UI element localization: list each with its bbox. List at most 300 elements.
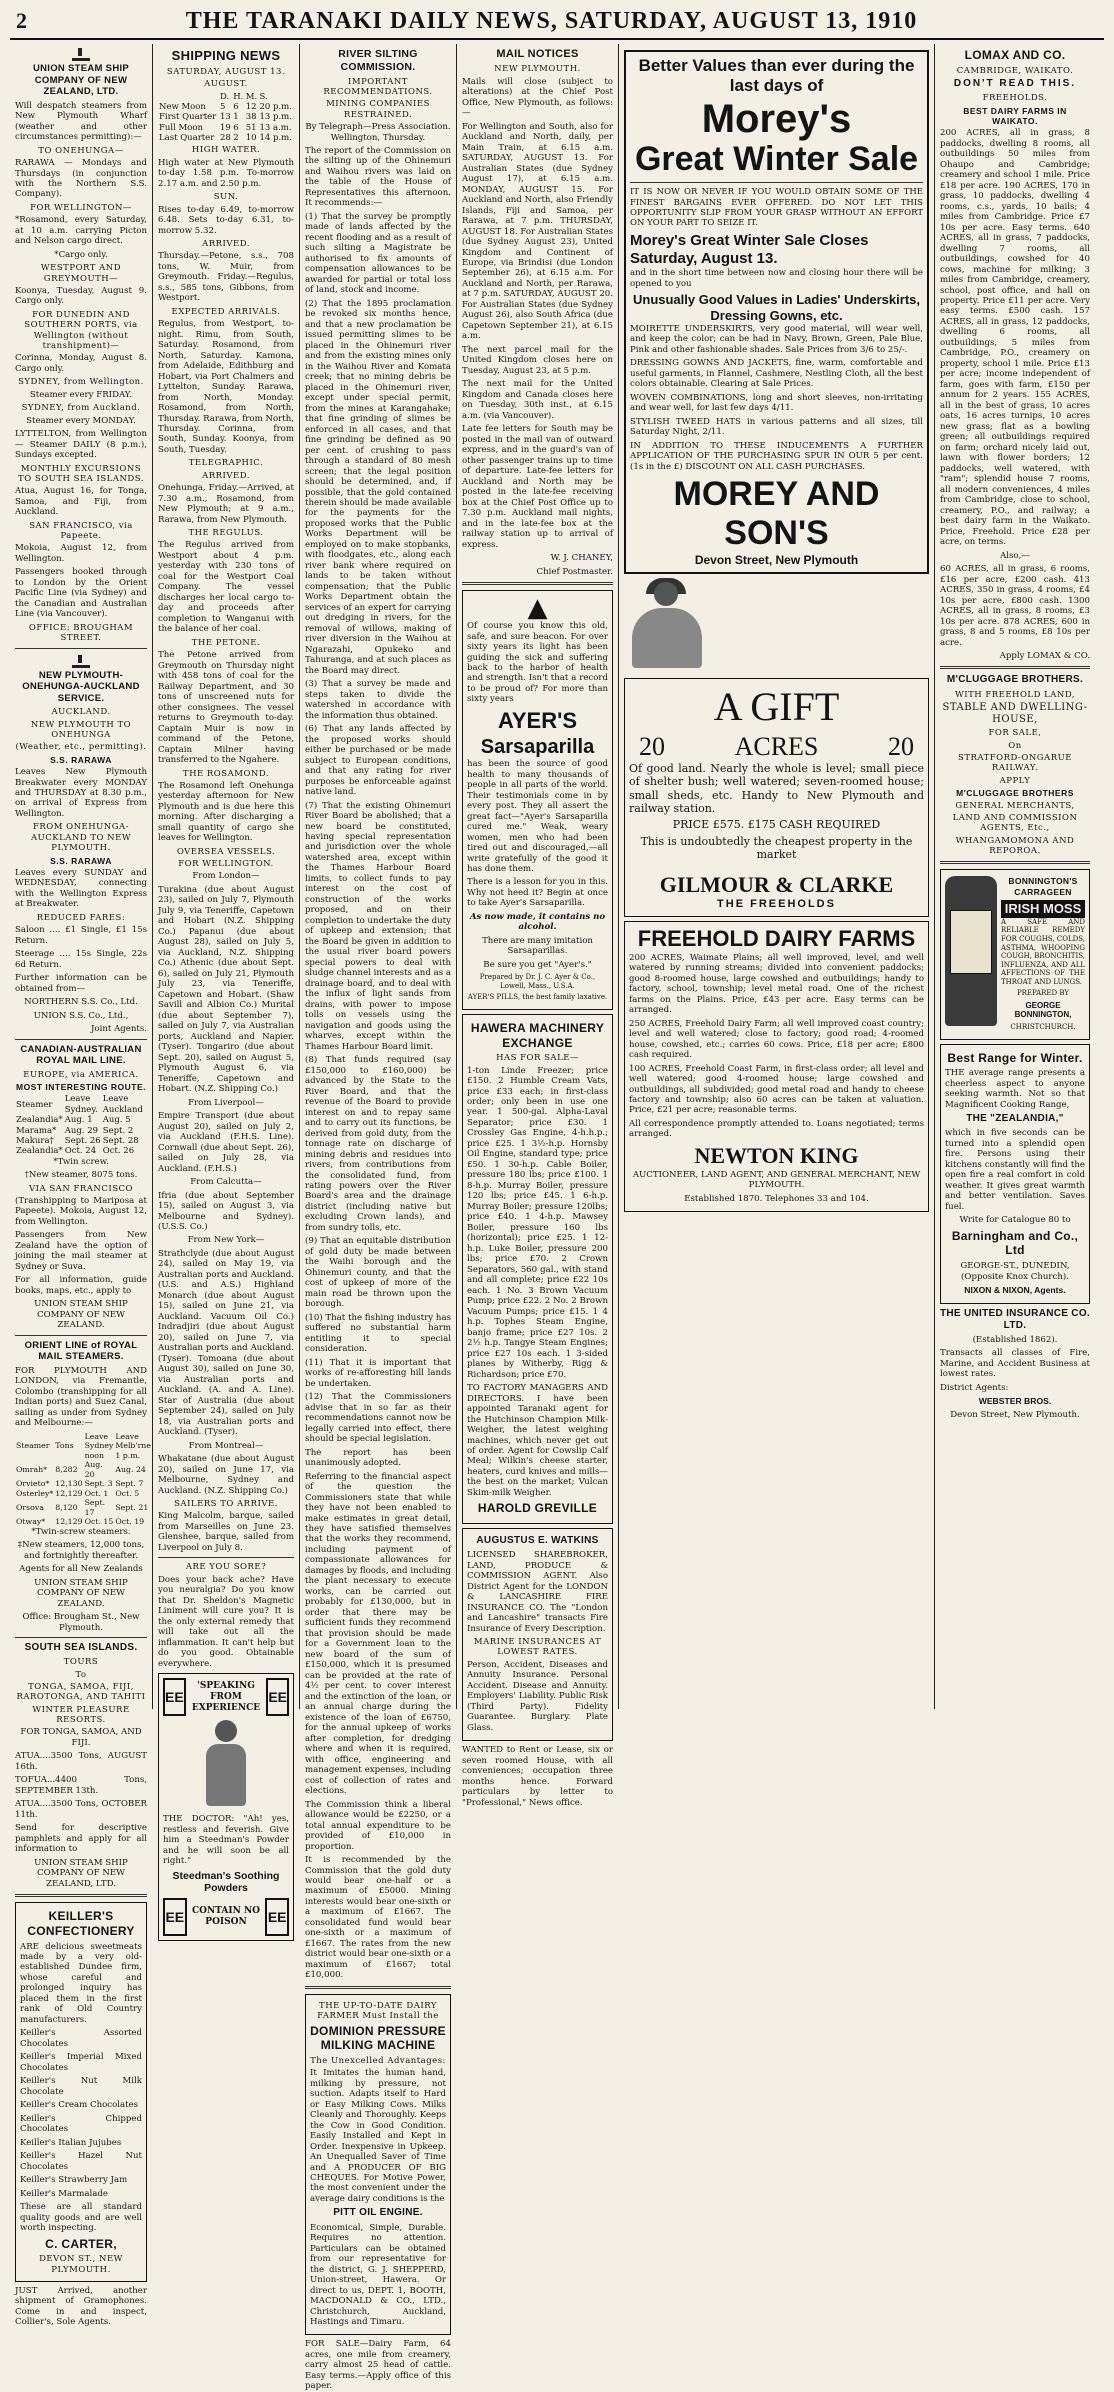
morey-text: MOIRETTE UNDERSKIRTS, very good material, will wear well, and keep the color; can be had in Navy, Brown, Green, Pale Blue, Pink and other fashionable shades. Sale Prices from 3/6 to 25/-. [630,323,923,355]
table-header: Steamer [16,1441,50,1451]
union-text: Steamer every FRIDAY. [29,389,133,400]
union-excursions: MONTHLY EXCURSIONS TO SOUTH SEA ISLANDS. [18,463,144,484]
mccluggage-text: WITH FREEHOLD LAND, [954,689,1076,700]
gramophone-notice: JUST Arrived, another shipment of Gramophones. Come in and inspect, Collier's, Sole Agents. [15,2285,147,2328]
article-paragraph: (2) That the 1895 proclamation be revoked six months hence, and that a new proclamation be issued permitting slimes to be placed in the Ohinemuri river and from the existing mines only in the Waihou River and Komata creek; that no mining debris be placed in the Ohinemuri river, except under special permit, from the mines at Karangahake; that fine grinding of slimes be enforced in all cases, and that fine grinding be defined as 90 per cent. of crushing to pass through a standard of 80 mesh screen; that the legal position should be determined, and, if possible, that the gold contained therein should be made available for the payments for the proposed works that the Public Works Department will be employed on to make stopbanks, with floodgates, etc., along each river bank where required on lands to be taken without compensation; that the Public Works Department obtain the services of an expert for carrying out dredging in rivers, for the removal of willows, making of river diversion in the Waihou at Ngarazahi, Opukeko and Tahuranga, and at such places as the Board may direct. [305,298,451,676]
column-morey-ads [619,44,935,1709]
mccluggage-text: STRATFORD-ONGARUE RAILWAY. [958,753,1072,774]
shipping-news-head: SHIPPING NEWS [171,48,281,63]
gift-number: 20 [888,731,914,761]
onehunga-ship2: S.S. RARAWA [50,855,112,866]
marine-head: MARINE INSURANCES AT LOWEST RATES. [473,1637,602,1658]
shipping-date: SATURDAY, AUGUST 13. [166,66,286,77]
table-row: First Quarter 13 1 38 13 p.m. [159,112,292,123]
uic-webster: WEBSTER BROS. [978,1396,1052,1407]
pitt-head: PITT OIL ENGINE. [333,2207,423,2219]
column-mail-ayers [457,44,619,1808]
arrived-text: Thursday.—Petone, s.s., 708 tons, W. Muir, from Greymouth. Friday.—Regulus, s.s., 585 tons, Gibbons, from Westport. [158,251,294,304]
hawera-sub: HAS FOR SALE— [496,1053,579,1064]
morey-sale: Great Winter Sale [634,139,919,178]
telegraphic-head: TELEGRAPHIC. [188,458,264,469]
union-sydney2: SYDNEY, from Auckland. [21,403,141,414]
postmaster-title: Chief Postmaster. [536,566,613,577]
freehold-text: 100 ACRES, Freehold Coast Farm, in first-class order; all level and well watered; good 4-roomed house; large cowshed and outbuildings, all subdivided; good metal road and handy to cheese factory and township; also 60 acres can be taken at valuation. Price, £21 per acre; reasonable terms. [629,1063,924,1116]
gift-price: PRICE £575. £175 CASH REQUIRED [672,818,881,832]
morey-text: and in the short time between now and closing hour there will be opened to you [630,268,923,289]
canadian-text: For all information, guide books, maps, etc., apply to [15,1275,147,1296]
ayers-text: Prepared by Dr. J. C. Ayer & Co., Lowell, Mass., U.S.A. [479,973,596,990]
oversea-text: Strathclyde (due about August 24), sailed on May 19, via Australian ports and Auckland. (U.S. and A.S.) Highland Monarch (due about August 15), sailed on June 21, via Auckland. Vacuum Oil Co.) Indradjiri (due about August 20), sailed on June 7, via Australian ports and Auckland. (Tyser). Tomoana (due about August 30), sailed on June 30, via Australian ports and Auckland. (A. and A. Line). Star of Australia (due about September 24), sailed on July 18, via Australian ports and Auckland. (Tyser). [158,1248,294,1438]
uic-est: (Established 1862). [972,1334,1058,1345]
table-row: Makura† Sept. 26 Sept. 28 [16,1135,139,1146]
oversea-origin: From Montreal— [188,1440,264,1451]
union-text: Corinna, Monday, August 8. Cargo only. [15,353,147,374]
newspaper-title: THE TARANAKI DAILY NEWS, SATURDAY, AUGUST 13, 1910 [185,8,918,34]
sailers-text: King Malcolm, barque, sailed from Marseilles on June 23. Glenshee, barque, sailed from Liverpool on July 8. [158,1511,294,1553]
southsea-resorts: WINTER PLEASURE RESORTS. [32,1704,130,1726]
lomax-sub: CAMBRIDGE, WAIKATO. [956,65,1074,76]
rosamond-head: THE ROSAMOND. [182,768,270,779]
mccluggage-text: STABLE AND DWELLING-HOUSE, [942,702,1088,726]
sore-text: Does your back ache? Have you neuralgia? Do you know that Dr. Sheldon's Magnetic Liniment will cure you? It is the only external remedy that will take out all the inflammation. It can't help but do you good. Obtainable everywhere. [158,1574,294,1669]
union-onehunga: TO ONEHUNGA— [38,145,124,156]
morey-text: STYLISH TWEED HATS in various patterns and all sizes, till Saturday Night, 2/11. [630,416,923,438]
onehunga-steerage: Steerage .... 15s Single, 22s 6d Return. [15,949,147,970]
canadian-text: (Transhipping to Mariposa at Papeete). Mokoia, August 12, from Wellington. [15,1195,147,1227]
hawera-head: HAWERA MACHINERY EXCHANGE [470,1020,605,1050]
oversea-text: Turakina (due about August 23), sailed on July 7, Plymouth July 9, via Teneriffe, Capetown and Hobart (N.Z. Shipping Co.) Papanui (due about August 28), sailed on July 5, via Auckland, N.Z. Shipping Co.) Athenic (due about Sept. 6), sailed on July 21, Plymouth July 23, via Teneriffe, Capetown and Hobart. (Shaw Savill and Albion Co.) Murital (due about September 7), sailed on July 7, via Australian ports, Auckland and Napier. (Tyser). Tongariro (due about Sept. 20), sailed on August 5, Plymouth August 6, via Teneriffe, Capetown and Hobart. (N.Z. Shipping Co.) [158,884,294,1095]
list-item: Keiller's Nut Milk Chocolate [20,2076,142,2097]
gilmour-name: GILMOUR & CLARKE [659,871,894,897]
keiller-name: C. CARTER, [45,2236,117,2251]
morey-text: IT IS NOW OR NEVER IF YOU WOULD OBTAIN SOME OF THE FINEST BARGAINS EVER OFFERED. DO NOT LET THIS OPPORTUNITY SLIP FROM YOUR GRASP WITHOUT AN EFFORT ON YOUR PART TO SEIZE IT. [630,187,923,229]
article-paragraph: The Commission think a liberal allowance would be £2250, or a total annual expenditure to be provided of £10,000 in proportion. [305,1799,451,1852]
mccluggage-text: GENERAL MERCHANTS, [955,800,1075,811]
table-row: New Moon 5 6 12 20 p.m. [159,101,292,112]
orient-head: ORIENT LINE of ROYAL MAIL STEAMERS. [24,1339,138,1363]
keiller-ad [15,1902,147,2282]
high-water-head: HIGH WATER. [191,145,261,156]
newton-king: NEWTON KING [694,1142,859,1168]
gift-ad [624,678,929,917]
article-subhead: IMPORTANT RECOMMENDATIONS. [323,76,433,97]
gift-acres: ACRES [734,731,819,761]
union-text: Steamer every MONDAY. [26,415,136,426]
southsea-to: To [75,1669,87,1680]
bonnington-place: CHRISTCHURCH. [1010,1023,1076,1032]
rosamond-text: The Rosamond left Onehunga yesterday afternoon for New Plymouth and is due here this morning. After discharging a small quantity of cargo she leaves for Wellington. [158,780,294,844]
barningham-agents: NIXON & NIXON, Agents. [964,1285,1066,1296]
dominion-sub: The Unexcelled Advantages: [310,2055,446,2066]
mccluggage-text: M'CLUGGAGE BROTHERS [956,788,1074,799]
oversea-sub: FOR WELLINGTON. [178,859,274,870]
ayers-head: AYER'S [497,707,577,733]
onehunga-from: FROM ONEHUNGA-AUCKLAND TO NEW PLYMOUTH. [30,822,132,854]
morey-headline: Better Values than ever during the last days of [638,56,915,96]
onehunga-route: NEW PLYMOUTH TO ONEHUNGA [30,719,132,740]
canadian-sub: EUROPE, via AMERICA. [23,1069,139,1080]
onehunga-head: NEW PLYMOUTH-ONEHUNGA-AUCKLAND SERVICE. [22,669,140,704]
oversea-origin: From Liverpool— [188,1097,264,1108]
table-header: Leave Sydney noon [84,1431,114,1460]
lomax-head: LOMAX AND CO. [964,48,1066,62]
article-paragraph: (9) That an equitable distribution of gold duty be made between the Waihi borough and the Ohinemuri county, and that the cost of upkeep of more of the main road be thrown upon the borough. [305,1236,451,1310]
ayers-text: Be sure you get "Ayer's." [483,959,592,970]
table-row: Osterley* 12,129 Oct. 1 Oct. 5 [16,1488,140,1498]
lomax-text: 200 ACRES, all in grass, 8 paddocks, dwelling 8 rooms, all outbuildings 50 miles from Ohaupo and Cambridge; creamery and school 1 mile. Price £18 per acre. 190 ACRES, 170 in grass, 10 paddocks, dwelling 4 rooms, c.s., yards, 10 bails; 4 miles from Cambridge. Price £7 10s per acre. Easy terms. 640 ACRES, all in grass, 7 paddocks, dwelling 7 rooms, all outbuildings, cowshed for 40 cows, machine for milking; 3 miles from Cambridge, creamery, school, post office, and hall on property. Price £11 per acre. Very easy terms. £500 cash. 157 ACRES, all in grass, 12 paddocks, dwelling 6 rooms, all outbuildings, 5 miles from Cambridge, P.O., creamery on property, school 1 mile. Price £13 per acre; income independent of farm, goes with farm, £150 per annum for 2 years. 155 ACRES, all in the best of grass, 10 acres oats, 16 acres turnips, 10 acres new grass; flat as a bowling green; all outbuildings required on farm; orchard nicely laid out, lawn with flower borders; 12 paddocks, well watered, with "ram"; splendid house 7 rooms, all modern conveniences, 4 miles from Cambridge, close to school, creamery, P.O., and railway; a best dairy farm in the Waikato. Price, Freehold. Price £28 per acre, on terms. [940,128,1090,548]
barningham-head: Barningham and Co., Ltd [951,1228,1079,1258]
steedman-name: Steedman's Soothing Powders [172,1869,280,1895]
mail-text: For Wellington and South, also for Auckland and North, daily, per Main Train, at 6.15 a.m. SATURDAY, AUGUST 13. For Australian States (due Sydney August 17), at 6.15 a.m. MONDAY, AUGUST 15. For Auckland and North, also Friendly Islands, Fiji and Samoa, per Rarawa, at 7 p.m. THURSDAY, AUGUST 18. For Australian States (due Sydney August 23), United Kingdom and Continent of Europe, via Brindisi (due London September 26), at 6.15 a.m. For Auckland and North, per Rarawa, at 7 p.m. SATURDAY, AUGUST 20. For Australian States (due Sydney August 26), also South Africa (due Capetown September 21), at 6.15 a.m. [462,121,613,342]
table-header: Leave Sydney. [64,1094,98,1115]
orient-note: ‡New steamers, 12,000 tons, and fortnightly thereafter. [17,1540,145,1561]
hawera-text: TO FACTORY MANAGERS AND DIRECTORS. I have been appointed Taranaki agent for the Hutchinson Champion Milk-Weigher, the latest weighing machines, which never get out of order. Agent for Cowslip Calf Meal; Wilkin's cheese starter, heaters, curd knives and mills—the best on the market; Vulcan Skim-milk Weigher. [467,1383,608,1498]
onehunga-saloon: Saloon .... £1 Single, £1 15s Return. [15,925,147,946]
onehunga-text: Further information can be obtained from— [15,973,147,994]
list-item: Keiller's Strawberry Jam [20,2175,128,2186]
orient-office: Office: Brougham St., New Plymouth. [22,1612,140,1633]
telegraphic-text: Onehunga, Friday.—Arrived, at 7.30 a.m., Rosamond, from New Plymouth; at 9 a.m., Rarawa, from New Plymouth. [158,483,294,525]
moon-month: AUGUST. [204,79,248,90]
sailers-head: SAILERS TO ARRIVE. [174,1499,278,1510]
ayers-text: Of course you know this old, safe, and sure beacon. For over sixty years its light has been guiding the sick and suffering back to the harbor of health and strength. Isn't that a record to be proud of? For more than sixty years [467,621,608,705]
union-text: Koonya, Tuesday, August 9. Cargo only. [15,285,147,307]
article-paragraph: (3) That a survey be made and steps taken to divide the watershed in accordance with the information thus obtained. [305,679,451,721]
canadian-sf: VIA SAN FRANCISCO [29,1183,133,1194]
ayers-text: There are many imitation Sarsaparillas. [482,935,593,957]
onehunga-weather: (Weather, etc., permitting). [15,742,147,753]
table-row: Marama* Aug. 29 Sept. 2 [16,1125,134,1136]
mail-text: Late fee letters for South may be posted in the mail van of outward express, and in the guard's van of other passenger trains up to time of departure. Late-fee letters for Auckland and North may be posted in the late-fee receiving box at the Chief Post Office up to 7.30 p.m. Auckland mail nights, and in the late-fee box at the railway station up to arrival of express. [462,424,613,550]
union-text: RARAWA — Mondays and Thursdays (in conjunction with the Northern S.S. Company). [15,158,147,200]
orient-text: FOR PLYMOUTH AND LONDON, via Fremantle, Colombo (transhipping for all Indian ports) and Suez Canal, sailing as under from Sydney and Melbourne:— [15,1365,147,1429]
morey-closes: Morey's Great Winter Sale Closes Saturday, August 13. [630,231,869,267]
ayers-head2: Sarsaparilla [480,735,595,758]
keiller-text: ARE delicious sweetmeats made by a very old-established Dundee firm, whose careful and prolonged inquiry has placed them in the first rank of Old Country manufacturers. [20,1941,142,2025]
watkins-text: LICENSED SHAREBROKER, LAND, PRODUCE & COMMISSION AGENT. Also District Agent for the LONDON & LANCASHIRE FIRE INSURANCE CO. The "London and Lancashire" transacts Fire Insurance of Every Description. [467,1550,608,1634]
newton-sub: AUCTIONEER, LAND AGENT, AND GENERAL MERCHANT, NEW PLYMOUTH. [632,1169,921,1191]
woman-illustration [624,582,734,670]
zealandia-text: which in five seconds can be turned into a splendid open fire. Persons using their kitchens constantly will find the open fire a real comfort in cold weather. It gives great warmth and better ventilation. Saves fuel. [945,1128,1085,1212]
table-row: Zealandia* Oct. 24 Oct. 26 [16,1146,135,1157]
dairy-sale-notice: FOR SALE—Dairy Farm, 64 acres, one mile from creamery, carry almost 25 head of cattle. Easy terms.—Apply office of this paper. [305,2339,451,2392]
gift-number: 20 [639,731,665,761]
freehold-text: All correspondence promptly attended to. Loans negotiated; terms arranged. [629,1118,924,1140]
marine-text: Person, Accident, Diseases and Annuity Insurance. Personal Accident. Disease and Annuity. Employers' Liability. Public Risk (Third Party). Fidelity Guarantee. Burglary. Plate Glass. [467,1659,608,1733]
sun-head: SUN. [213,192,239,203]
canadian-note: †New steamer, 8075 tons. [24,1170,138,1181]
mail-head: MAIL NOTICES [496,48,579,60]
moon-table: D. H. M. S. New Moon 5 6 12 20 p.m. First Quarter 13 1 38 13 p.m. Full Moon 19 6 51 13 a.m. Last Quarter 28 2 10 14 p.m. [158,92,294,144]
morey-values: Unusually Good Values in Ladies' Underskirts, Dressing Gowns, etc. [632,292,920,324]
union-text: Will despatch steamers from New Plymouth Wharf (weather and other circumstances permitting):— [15,100,147,143]
uic-head: THE UNITED INSURANCE CO. LTD. [940,1307,1090,1331]
ayers-text: AYER'S PILLS, the best family laxative. [467,993,608,1002]
article-paragraph: (10) That the fishing industry has suffered no substantial harm entitling it to special consideration. [305,1312,451,1355]
orient-note: *Twin-screw steamers. [31,1526,131,1537]
bottle-illustration [945,876,997,1026]
zealandia-ad [940,1044,1090,1304]
list-item: Keiller's Italian Jujubes [20,2137,122,2148]
ee-logo-left: EE [163,1898,187,1936]
lomax-apply: Apply LOMAX & CO. [999,650,1090,661]
zealandia-text: Write for Catalogue 80 to [959,1215,1071,1226]
hawera-ad [462,1014,613,1524]
table-row: Zealandia* Aug. 1 Aug. 5 [16,1115,131,1126]
southsea-text: FOR TONGA, SAMOA, AND FIJI. [20,1727,142,1748]
mccluggage-text: LAND AND COMMISSION AGENTS, Etc., [952,812,1078,834]
ee-logo-right: EE [266,1678,289,1716]
dominion-text: It Imitates the human hand, milking by pressure, not suction. Adapts itself to Hard or Easy Milking Cows. Milks Cleanly and Thoroughly. Keeps the Cow in Good Condition. Easily Installed and Kept in Order. Inexpensive in Upkeep. An Unequalled Saver of Time and A PRODUCER OF BIG CHEQUES. For Motive Power, the most convenient under the average dairy conditions is the [310,2068,446,2204]
union-wellington: FOR WELLINGTON— [30,202,132,213]
onehunga-ship: S.S. RARAWA [50,754,112,765]
arrived-head: ARRIVED. [202,239,250,249]
union-sydney: SYDNEY, from Wellington. [18,377,144,388]
column-shipping-news [153,44,300,1928]
bonnington-name: GEORGE BONNINGTON, [1014,1000,1072,1020]
article-paragraph: (1) That the survey be promptly made of lands affected by the recent flooding and as a result of such silting a Magistrate be authorised to fix amounts of compensation allowances to be awarded for partial or total loss of land, stock and income. [305,211,451,296]
oversea-head: OVERSEA VESSELS. [176,846,276,857]
table-row: Orsova 8,120 Sept. 17 Sept. 21 [16,1498,149,1517]
ayers-text: There is a lesson for you in this. Why not heed it? Begin at once to take Ayer's Sarsaparilla. [467,877,608,909]
morey-ad [624,50,929,574]
lomax-sub4: BEST DAIRY FARMS IN WAIKATO. [963,105,1067,126]
article-paragraph: (6) That any lands affected by the proposed works should either be purchased or be made subject to European conditions, and that any rating for river purposes be enforceable against native land. [305,724,451,798]
ayers-ad [462,590,613,1010]
mccluggage-head: M'CLUGGAGE BROTHERS. [946,674,1084,686]
oversea-text: Whakatane (due about August 20), sailed on June 17, via Melbourne, Sydney and Auckland. (N.Z. Shipping Co.) [158,1454,294,1496]
list-item: Keiller's Chipped Chocolates [20,2113,142,2135]
oversea-origin: From New York— [187,1235,265,1246]
table-header: Leave Melb'rne 1 p.m. [115,1431,151,1460]
list-item: Keiller's Marmalade [20,2188,108,2199]
ship-icon [72,653,90,668]
dominion-head: DOMINION PRESSURE MILKING MACHINE [310,2023,446,2053]
telegraphic-sub: ARRIVED. [202,470,250,481]
list-item: Keiller's Imperial Mixed Chocolates [20,2052,142,2073]
southsea-text: ATUA....3500 Tons, AUGUST 16th. [15,1751,147,1772]
article-headline: RIVER SILTING COMMISSION. [338,48,418,73]
article-dateline: By Telegraph—Press Association. Wellington, Thursday. [305,122,451,143]
newton-est: Established 1870. Telephones 33 and 104. [684,1193,869,1204]
union-text: Passengers booked through to London by the Orient Pacific Line (via Sydney) and the Canadian and Australian Line (via Vancouver). [15,567,147,620]
lomax-sub3: FREEHOLDS. [982,93,1048,104]
doctor-quote: THE DOCTOR: "Ah! yes, restless and feverish. Give him a Steedman's Powder and he will soon be all right." [163,1814,289,1867]
lighthouse-icon: ▲ [527,593,548,624]
southsea-text: UNION STEAM SHIP COMPANY OF NEW ZEALAND, LTD. [34,1857,128,1889]
freehold-ad [624,921,929,1212]
table-header: Steamer [16,1099,53,1110]
gift-text: Of good land. Nearly the whole is level; small piece of shelter bush; well watered; seven-roomed house; small sheds, etc. Handy to New Plymouth and railway station. [629,761,924,816]
column-river-silting [300,44,457,2392]
mccluggage-text: APPLY [999,775,1031,786]
bonnington-irish: IRISH MOSS [1001,900,1085,918]
morey-name: Morey's [701,96,852,141]
union-dunedin: FOR DUNEDIN AND SOUTHERN PORTS, via Wellington (without transhipment)— [24,309,138,352]
regulus-text: The Regulus arrived from Westport about 4 p.m. yesterday with 230 tons of coal for the Westport Coal Company. The vessel discharges her local cargo to-day and proceeds after completion to Wanganui with the balance of her coal. [158,540,294,635]
freehold-text: 200 ACRES, Waimate Plains; all well improved, level, and well watered by running streams; divided into convenient paddocks; good 8-roomed house, large cowshed and outbuildings; handy to factory, school, township; level metal road. One of the richest farms on the Plains. Price, £43 per acre. Easy terms can be arranged. [629,952,924,1016]
column-lomax [935,44,1095,1709]
article-paragraph: The report of the Commission on the silting up of the Ohinemuri and Waihou rivers was laid on the table of the House of Representatives this afternoon. It recommends:— [305,146,451,209]
article-paragraph: (12) That the Commissioners advise that in so far as their recommendations cannot now be legally carried into effect, there should be special legislation. [305,1392,451,1445]
southsea-text: Send for descriptive pamphlets and apply for all information to [15,1823,147,1855]
keiller-addr: DEVON ST., NEW PLYMOUTH. [39,2254,123,2275]
mail-sub: NEW PLYMOUTH. [494,64,581,75]
canadian-table [15,1094,147,1156]
ee-logo-right: EE [265,1898,289,1936]
canadian-head: CANADIAN-AUSTRALIAN ROYAL MAIL LINE. [20,1043,142,1067]
barningham-text: GEORGE-ST., DUNEDIN, (Opposite Knox Church). [960,1261,1070,1282]
article-paragraph: (7) That the existing Ohinemuri River Board be abolished; that a new board be constituted, having special representation and jurisdiction over the whole watershed area, except within the Thames Harbour Board limits, to collect funds to pay interest on the cost of construction of the works proposed, and on their completion to undertake the duty of upkeep and extension; that the Board be given in addition to the usual river board powers special powers to deal with sludge channel interests and as a drainage board, and to deal with the influx of light sands from drains, with power to impose tolls on vessels using the navigation and goods using the wharves, except within the Thames Harbour Board limit. [305,800,451,1052]
table-header: Leave Auckland [102,1094,143,1115]
union-westport: WESTPORT AND GREYMOUTH— [40,263,122,284]
regulus-head: THE REGULUS. [188,528,264,539]
freehold-text: 250 ACRES, Freehold Dairy Farm; all well improved coast country; level and well watered; close to factory; good road; 4-roomed house, cowshed, etc.; carries 60 cows. Price, £18 per acre; £800 cash required. [629,1018,924,1061]
bonnington-text: A SAFE AND RELIABLE REMEDY FOR COUGHS, COLDS, ASTHMA, WHOOPING COUGH, BRONCHITIS, INFLUENZA, AND ALL AFFECTIONS OF THE THROAT AND LUNGS. [1001,917,1085,986]
bonnington-head: BONNINGTON'S CARRAGEEN [1008,876,1078,897]
union-text: *Rosamond, every Saturday, at 10 a.m. carrying Picton and Nelson cargo direct. [15,215,147,247]
lomax-also: Also,— [1000,550,1030,561]
zealandia-name: THE "ZEALANDIA," [966,1113,1064,1125]
expected-head: EXPECTED ARRIVALS. [171,306,281,317]
child-illustration [197,1720,255,1810]
mccluggage-text: On [1008,740,1022,751]
morey-text: IN ADDITION TO THESE INDUCEMENTS A FURTHER APPLICATION OF THE PURCHASING SPUR IN OUR 5 per cent. (1s in the £) DISCOUNT ON ALL CASH PURCHASES. [630,440,923,472]
orient-text: Agents for all New Zealands [19,1564,143,1575]
keiller-head: KEILLER'S CONFECTIONERY [27,1909,135,1938]
onehunga-joint: Joint Agents. [90,1024,147,1035]
ship-icon [72,46,90,61]
article-paragraph: Referring to the financial aspect of the question the Commissioners state that while they have not been enabled to make estimates in great detail, they have satisfied themselves that the works they recommend, including payment of compassionate allowances for damages by floods, and including the plant necessary to execute works, can be carried out probably for £130,000, but in order that there may be sufficient funds they recommend that provision should be made for a Government loan to the new board of the sum of £150,000, which it is presumed can be provided at the rate of 4½ per cent. to cover interest and the extinction of the loan, or an annual charge during the existence of the loan of £6750, for the annual upkeep of works after completion, for dredging where and when it is required, with office, engineering and management expenses, including cost of collection of rates and elections. [305,1471,451,1797]
union-text: LYTTELTON, from Wellington— Steamer DAILY (8 p.m.), Sundays excepted. [15,429,147,461]
union-office: OFFICE: BROUGHAM STREET. [28,622,134,644]
union-text: Mokoia, August 12, from Wellington. [15,543,147,564]
onehunga-fares: REDUCED FARES: [36,912,126,923]
southsea-dest: TONGA, SAMOA, FIJI, RAROTONGA, AND TAHITI [16,1682,146,1703]
article-paragraph: It is recommended by the Commission that the gold duty would bear one-half or a maximum of £5000. Mining interests would bear one-sixth or a maximum of £1667. The consolidated fund would bear one-sixth or a maximum of £1667. The rates from the new district would bear one-sixth or a maximum of £1667; total £10,000. [305,1855,451,1981]
uic-text: Transacts all classes of Fire, Marine, and Accident Business at lowest rates. [940,1348,1090,1380]
table-row: Orvieto* 12,130 Sept. 3 Sept. 7 [16,1479,144,1489]
greville-name: HAROLD GREVILLE [477,1501,598,1516]
table-row: Omrah* 8,282 Aug. 20 Aug. 24 [16,1460,146,1479]
expected-text: Regulus, from Westport, to-night. Rimu, from South, Saturday. Rosamond, from North, Saturday. Kamona, from Adelaide, Edithburg and Hobart, via Port Chalmers and Lyttelton, Sunday. Rarawa, from North, Monday. Rosamond, from North, Thursday. Rarawa, from North, Thursday. Corinna, from South, Sunday. Koonya, from South, Tuesday. [158,319,294,455]
mail-text: The next parcel mail for the United Kingdom closes here on Tuesday, August 23, at 5 p.m. [462,344,613,376]
mccluggage-text: WHANGAMOMONA AND REPOROA. [955,835,1075,856]
petone-head: THE PETONE. [191,637,261,648]
pitt-text: Economical, Simple, Durable. Requires no attention. Particulars can be obtained from our representative for the district, G. J. SHEPPERD, Union-street, Hawera. Or direct to us, DEPT. 1, BOOTH, MACDONALD & CO., LTD., Christchurch, Auckland, Hastings and Timaru. [310,2222,446,2327]
zealandia-head: Best Range for Winter. [947,1050,1083,1065]
freehold-head: FREEHOLD DAIRY FARMS [637,925,916,951]
oversea-text: Ifria (due about September 15), sailed on August 3, via Melbourne and Sydney). (U.S.S. Co.) [158,1190,294,1232]
masthead [10,8,1104,40]
orient-text: UNION STEAM SHIP COMPANY OF NEW ZEALAND. [34,1577,128,1609]
mail-text: Mails will close (subject to alterations) at the Chief Post Office, New Plymouth, as follows:— [462,76,613,119]
canadian-text: Passengers from New Zealand have the option of joining the mail steamer at Sydney or Suva. [15,1230,147,1272]
southsea-text: ATUA....3500 Tons, OCTOBER 11th. [15,1799,147,1820]
list-item: Keiller's Assorted Chocolates [20,2028,142,2049]
uic-agents: District Agents: [940,1382,1009,1393]
union-head: UNION STEAM SHIP COMPANY OF NEW ZEALAND, LTD. [32,63,130,98]
article-subhead: MINING COMPANIES RESTRAINED. [326,99,430,120]
list-item: Keiller's Cream Chocolates [20,2100,139,2111]
no-poison: CONTAIN NO POISON [191,1906,261,1928]
table-row: Last Quarter 28 2 10 14 p.m. [159,133,292,144]
canadian-text: UNION STEAM SHIP COMPANY OF NEW ZEALAND. [34,1299,128,1331]
bonnington-text: PREPARED BY [1016,989,1070,998]
oversea-origin: From Calcutta— [190,1177,262,1188]
watkins-ad [462,1528,613,1741]
canadian-note: *Twin screw. [53,1156,109,1167]
ayers-text: has been the source of good health to many thousands of people in all parts of the world. Their testimonials come in by every post. They all assert the great fact—"Ayer's Sarsaparilla cured me." Weak, weary women, men who had been tired out and discouraged,—all write gratefully of the good it has done them. [467,759,608,874]
southsea-text: TOFUA...4400 Tons, SEPTEMBER 13th. [15,1775,147,1796]
orient-table [15,1432,152,1527]
morey-text: WOVEN COMBINATIONS, long and short sleeves, non-irritating and wear well, for last few days 4/11. [630,392,923,414]
sun-text: Rises to-day 6.49, to-morrow 6.48. Sets to-day 6.31, to-morrow 5.32. [158,204,294,236]
hawera-text: 1-ton Linde Freezer; price £150. 2 Humble Cream Vats, price £33 each; in first-class order; only been in use one year. 1 500-gal. Alpha-Laval Separator; price £30. 1 Crossley Gas Engine, 4-h.h.p.; price £25. 1 3½-h.p. Hornsby Oil Engine, standard type; price £50. 1 30-h.p. Cable Boiler, pressure 180 lbs; price £100. 1 8-h.p. Murray Boiler, pressure 120 lbs; price £45. 1 6-h.p. Murray Boiler; pressure 120lbs; price £40. 1 4-h.p. Mawsey Boiler, pressure 160 lbs (horizontal); price £25. 1 12-h.p. Luke Boiler, pressure 200 lbs; price £70. 2 Crown Separators, 560 gal., with stand and all complete; price £22 10s each. 1 No. 3 Brown Vacuum Pump; price £22. 2 No. 2 Brown Vacuum Pumps; price £15. 1 4 h.p. Tophes Steam Engine, banjo frame; price £27 10s. 2 2½ h.p. Tangye Steam Engines; price £27 10s each. 1 3-sided planes by Witherby, Rigg & Richardson; price £70. [467,1065,608,1380]
morey-firm: MOREY AND SON'S [673,475,880,553]
lomax-sub2: DON'T READ THIS. [953,77,1077,89]
canadian-sub: MOST INTERESTING ROUTE. [15,1082,147,1093]
high-water-text: High water at New Plymouth to-day 1.58 p.m. To-morrow 2.17 a.m. and 2.50 p.m. [158,157,294,189]
onehunga-text: Leaves every SUNDAY and WEDNESDAY, connecting with the Wellington Express at Breakwater. [15,867,147,910]
gift-head: A GIFT [713,684,840,729]
uic-addr: Devon Street, New Plymouth. [950,1409,1080,1420]
southsea-head: SOUTH SEA ISLANDS. [24,1642,138,1654]
ee-logo-left: EE [163,1678,186,1716]
gilmour-sub: THE FREEHOLDS [717,898,836,911]
union-sf: SAN FRANCISCO, via Papeete. [29,520,133,542]
column-shipping-lines [10,44,153,2328]
onehunga-text: Leaves New Plymouth Breakwater every MONDAY and THURSDAY at 8.30 p.m., on arrival of Express from Wellington. [15,767,147,819]
ayers-text: As now made, it contains no alcohol. [469,911,606,933]
table-header: Tons [55,1441,74,1451]
keiller-text: These are all standard quality goods and are well worth inspecting. [20,2202,142,2234]
table-row: Otway* 12,129 Oct. 15 Oct. 19 [16,1517,145,1527]
article-paragraph: The report has been unanimously adopted. [305,1447,451,1469]
bonnington-ad [940,869,1090,1039]
union-text: Atua, August 16, for Tonga, Samoa, and Fiji, from Auckland. [15,486,147,518]
onehunga-agents: UNION S.S. Co., Ltd., [33,1010,129,1021]
oversea-text: Empire Transport (due about August 20), sailed on July 2, via Auckland (F.H.S. Line). Cornwall (due about Sept. 26), sailed on July 28, via Auckland. (F.H.S.) [158,1111,294,1174]
dominion-ad [305,1994,451,2336]
southsea-tours: TOURS [63,1657,99,1668]
oversea-origin: From London— [192,871,260,882]
union-text: *Cargo only. [54,249,108,260]
lomax-text: 60 ACRES, all in grass, 6 rooms, £16 per acre, £200 cash. 413 ACRES, 350 in grass, 4 rooms, £4 10s per acre, £800 cash. 1300 ACRES, all in grass, 8 rooms, £3 10s per acre. 878 ACRES, 600 in grass, 8 and 5 rooms, £8 10s per acre. [940,564,1090,648]
ee-head: 'SPEAKING FROM EXPERIENCE [191,1680,261,1713]
dominion-pre: THE UP-TO-DATE DAIRY FARMER Must Install the [317,2000,439,2022]
steedman-ad [158,1673,294,1941]
watkins-head: AUGUSTUS E. WATKINS [476,1535,599,1547]
list-item: Keiller's Hazel Nut Chocolates [20,2151,142,2172]
morey-text: DRESSING GOWNS AND JACKETS, fine, warm, comfortable and useful garments, in Flannel, Cashmere, Nestling Cloth, all the best colors obtainable. Clearing at Sale Prices. [630,358,923,390]
page-number: 2 [16,8,27,33]
wanted-notice: WANTED to Rent or Lease, six or seven roomed House, with all conveniences; occupation three months hence. Forward particulars by letter to "Professional," News office. [462,1745,613,1808]
mail-text: The next mail for the United Kingdom and Canada closes here on Tuesday, 30th inst., at 6.15 a.m. (via Vancouver). [462,379,613,421]
article-paragraph: (11) That it is important that works of re-afforesting hill lands be undertaken. [305,1357,451,1389]
gift-text: This is undoubtedly the cheapest property in the market [640,834,913,862]
postmaster: W. J. CHANEY, [550,553,613,564]
onehunga-agents: NORTHERN S.S. Co., Ltd. [24,997,138,1008]
petone-text: The Petone arrived from Greymouth on Thursday night with 458 tons of coal for the Railway Department, and 30 tons of unscreened nuts for other consignees. The vessel returns to Greymouth to-day. Captain Muir is now in command of the Petone, Captain Milner having transferred to the Ngahere. [158,650,294,766]
morey-address: Devon Street, New Plymouth [694,553,859,568]
onehunga-sub: AUCKLAND. [51,707,111,718]
mccluggage-text: FOR SALE, [988,728,1042,739]
zealandia-text: THE average range presents a cheerless aspect to anyone seeking warmth. Not so that Magnificent Cooking Range, [945,1068,1085,1110]
sore-head: ARE YOU SORE? [185,1562,267,1573]
table-row: Full Moon 19 6 51 13 a.m. [159,122,292,133]
article-paragraph: (8) That funds required (say £150,000 to £160,000) be advanced by the State to the River Board, and that the revenue of the Board to provide interest on and to repay same and to carry out its functions, be derived from gold duty, from the tonnage rate on discharge of mining debris and residues into rivers, from contributions from the consolidated fund, from rating powers over the River Board's area and the drainage district (including native but excluding Crown lands), and from sundry tolls, etc. [305,1055,451,1233]
